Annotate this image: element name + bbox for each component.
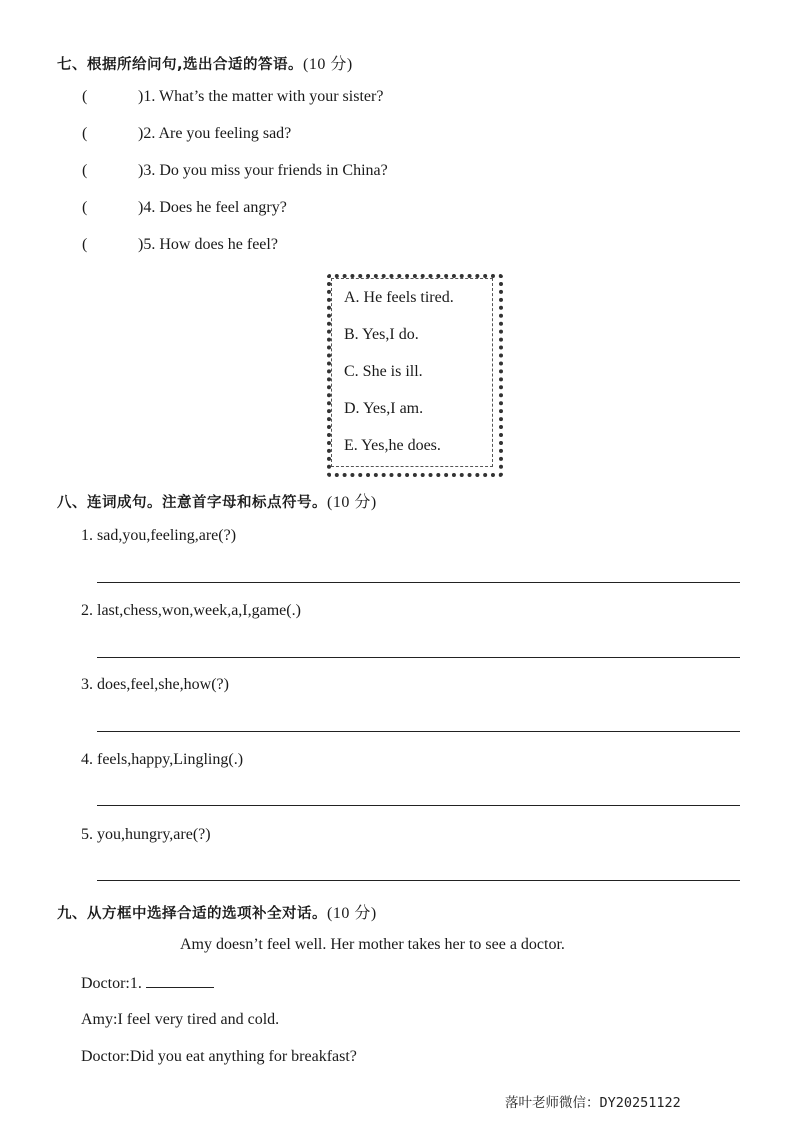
answer-line-3[interactable] [97, 731, 740, 732]
section-8-points: (10 分) [327, 494, 377, 511]
answer-blank-1[interactable]: ( [82, 88, 88, 105]
question-4-text: )4. Does he feel angry? [138, 199, 287, 216]
section-8-heading [57, 489, 377, 512]
question-5-text: )5. How does he feel? [138, 236, 278, 253]
scramble-item-1: 1. sad,you,feeling,are(?) [81, 527, 237, 544]
footer-watermark: 落叶老师微信：DY20251122 [505, 1095, 681, 1111]
answer-line-4[interactable] [97, 805, 740, 806]
question-3-text: )3. Do you miss your friends in China? [138, 162, 388, 179]
question-5 [82, 236, 278, 254]
dialogue-intro: Amy doesn’t feel well. Her mother takes her to see a doctor. [180, 936, 565, 953]
scramble-item-5: 5. you,hungry,are(?) [81, 826, 211, 843]
section-9-title: 九、从方框中选择合适的选项补全对话。 [57, 906, 327, 922]
option-c: C. She is ill. [344, 363, 423, 380]
question-2-text: )2. Are you feeling sad? [138, 125, 292, 142]
option-b: B. Yes,I do. [344, 326, 419, 343]
dialogue-line-1 [81, 973, 214, 993]
question-1 [82, 88, 383, 106]
answer-blank-2[interactable]: ( [82, 125, 88, 142]
option-e: E. Yes,he does. [344, 437, 441, 454]
section-7-heading [57, 51, 353, 74]
scramble-item-4: 4. feels,happy,Lingling(.) [81, 751, 244, 768]
scramble-item-2: 2. last,chess,won,week,a,I,game(.) [81, 602, 301, 619]
answer-line-2[interactable] [97, 657, 740, 658]
option-d: D. Yes,I am. [344, 400, 424, 417]
dialogue-line-3: Doctor:Did you eat anything for breakfast? [81, 1048, 357, 1065]
section-9-points: (10 分) [327, 905, 377, 922]
answer-blank-4[interactable]: ( [82, 199, 88, 216]
dialogue-line-2: Amy:I feel very tired and cold. [81, 1011, 280, 1028]
answer-line-5[interactable] [97, 880, 740, 881]
question-4 [82, 199, 287, 217]
question-3 [82, 162, 388, 180]
scramble-item-3: 3. does,feel,she,how(?) [81, 676, 229, 693]
option-a: A. He feels tired. [344, 289, 454, 306]
answer-blank-3[interactable]: ( [82, 162, 88, 179]
answer-line-1[interactable] [97, 582, 740, 583]
section-9-heading [57, 900, 377, 923]
section-7-title: 七、根据所给问句,选出合适的答语。 [57, 57, 304, 73]
question-2 [82, 125, 291, 143]
question-1-text: )1. What’s the matter with your sister? [138, 88, 384, 105]
dialogue-line-1-text: Doctor:1. [81, 975, 142, 992]
answer-blank-5[interactable]: ( [82, 236, 88, 253]
dialogue-blank-1[interactable] [146, 973, 214, 988]
section-7-points: (10 分) [303, 56, 353, 73]
section-8-title: 八、连词成句。注意首字母和标点符号。 [57, 495, 327, 511]
